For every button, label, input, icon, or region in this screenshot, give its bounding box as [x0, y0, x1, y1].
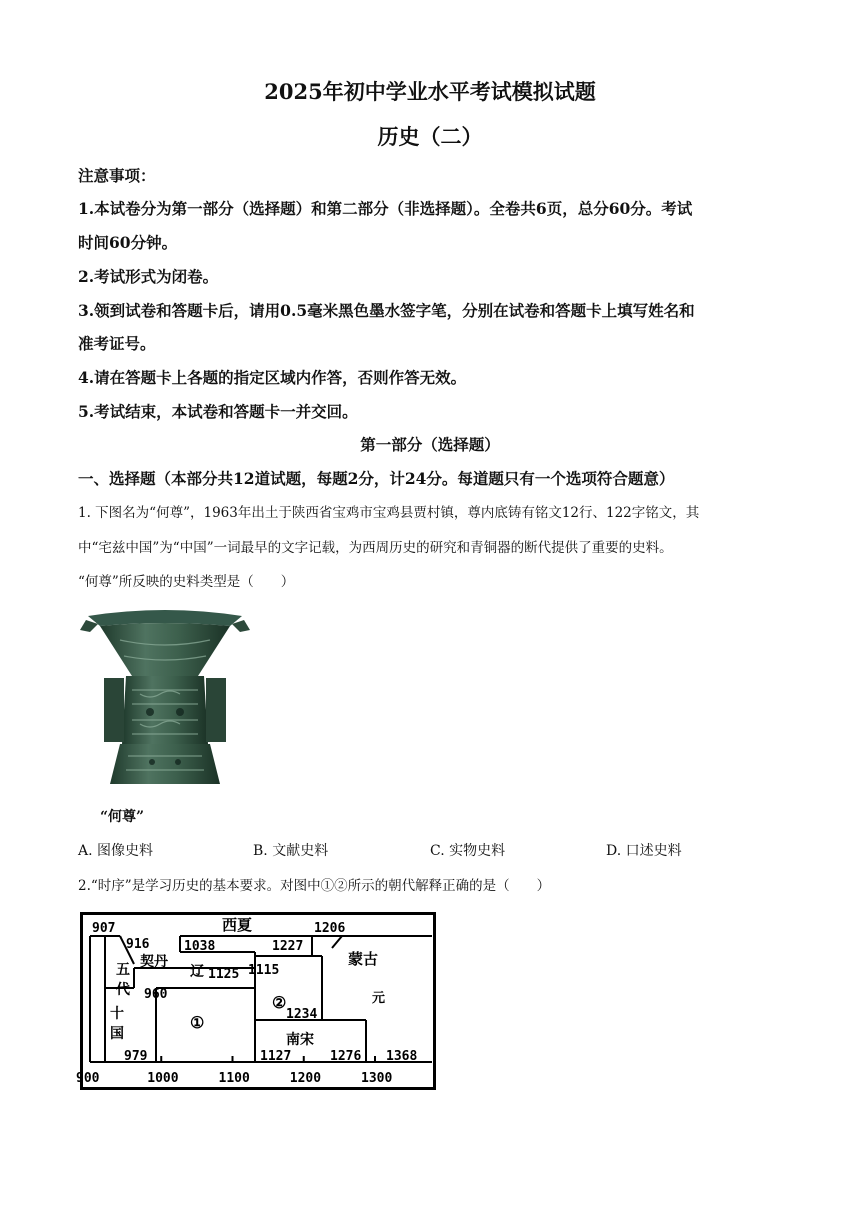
timeline-label-shi: 十 [110, 1006, 124, 1022]
timeline-chart [76, 912, 436, 1090]
timeline-label-y1276: 1276 [330, 1049, 362, 1064]
timeline-label-y979: 979 [124, 1049, 148, 1064]
timeline-label-yuan: 元 [372, 991, 386, 1006]
notice-item-3: 3.领到试卷和答题卡后，请用0.5毫米黑色墨水签字笔，分别在试卷和答题卡上填写姓名和 [78, 301, 695, 320]
timeline-label-y1227: 1227 [272, 939, 304, 954]
q1-text-line3: “何尊”所反映的史料类型是（ ） [78, 574, 295, 590]
timeline-label-menggu: 蒙古 [348, 950, 379, 968]
dynasty-timeline-figure [76, 912, 436, 1090]
timeline-label-wudai1: 五 [116, 962, 130, 978]
he-zun-caption: “何尊” [100, 809, 145, 825]
axis-tick-label-1200: 1200 [289, 1071, 322, 1086]
q1-option-d[interactable]: D. 口述史料 [606, 843, 682, 859]
axis-tick-label-900: 900 [76, 1071, 100, 1086]
notice-item-1: 1.本试卷分为第一部分（选择题）和第二部分（非选择题）。全卷共6页，总分60分。考试 [78, 199, 693, 218]
timeline-label-y1115: 1115 [248, 963, 280, 978]
notice-item-2: 2.考试形式为闭卷。 [78, 267, 219, 286]
axis-tick-label-1300: 1300 [361, 1071, 393, 1086]
part1-heading: 第一部分（选择题） [360, 435, 500, 454]
section-heading: 一、选择题（本部分共12道试题，每题2分，计24分。每道题只有一个选项符合题意） [78, 469, 675, 488]
notice-heading: 注意事项： [78, 166, 156, 185]
timeline-label-wudai2: 代 [116, 982, 130, 998]
notice-item-5: 5.考试结束，本试卷和答题卡一并交回。 [78, 402, 358, 421]
timeline-label-circle1: ① [190, 1013, 205, 1032]
bronze-vessel-icon [80, 606, 250, 790]
timeline-label-nansong: 南宋 [286, 1032, 314, 1048]
timeline-label-y907: 907 [92, 921, 116, 936]
exam-subtitle: 历史（二） [377, 124, 483, 149]
q1-option-b[interactable]: B. 文献史料 [253, 843, 329, 859]
q2-text-line1: 2.“时序”是学习历史的基本要求。对图中①②所示的朝代解释正确的是（ ） [78, 878, 551, 894]
timeline-label-y1125: 1125 [208, 967, 240, 982]
q1-text-line2: 中“宅兹中国”为“中国”一词最早的文字记载，为西周历史的研究和青铜器的断代提供了重要的史料。 [78, 540, 673, 556]
timeline-label-y1206: 1206 [314, 921, 346, 936]
timeline-label-circle2: ② [272, 993, 287, 1012]
q1-text-line1: 1. 下图名为“何尊”，1963年出土于陕西省宝鸡市宝鸡县贾村镇，尊内底铸有铭文12行、122字铭文，其 [78, 505, 700, 521]
timeline-label-y1127: 1127 [260, 1049, 292, 1064]
exam-title: 2025年初中学业水平考试模拟试题 [264, 79, 596, 104]
timeline-label-y916: 916 [126, 937, 150, 952]
he-zun-image [80, 606, 250, 790]
timeline-label-y1368: 1368 [386, 1049, 418, 1064]
timeline-label-y1038: 1038 [184, 939, 216, 954]
axis-tick-label-1100: 1100 [218, 1071, 250, 1086]
axis-tick-label-1000: 1000 [147, 1071, 179, 1086]
q1-option-c[interactable]: C. 实物史料 [430, 843, 506, 859]
q1-option-a[interactable]: A. 图像史料 [78, 843, 154, 859]
notice-item-3-cont: 准考证号。 [78, 334, 156, 353]
notice-item-4: 4.请在答题卡上各题的指定区域内作答，否则作答无效。 [78, 368, 467, 387]
timeline-label-y1234: 1234 [286, 1007, 318, 1022]
timeline-label-guo: 国 [110, 1026, 124, 1042]
timeline-label-y960: 960 [144, 987, 168, 1002]
timeline-label-liao: 辽 [190, 964, 204, 980]
notice-item-1-cont: 时间60分钟。 [78, 233, 178, 252]
timeline-label-xixia: 西夏 [222, 916, 253, 934]
timeline-label-qidan: 契丹 [140, 954, 168, 970]
